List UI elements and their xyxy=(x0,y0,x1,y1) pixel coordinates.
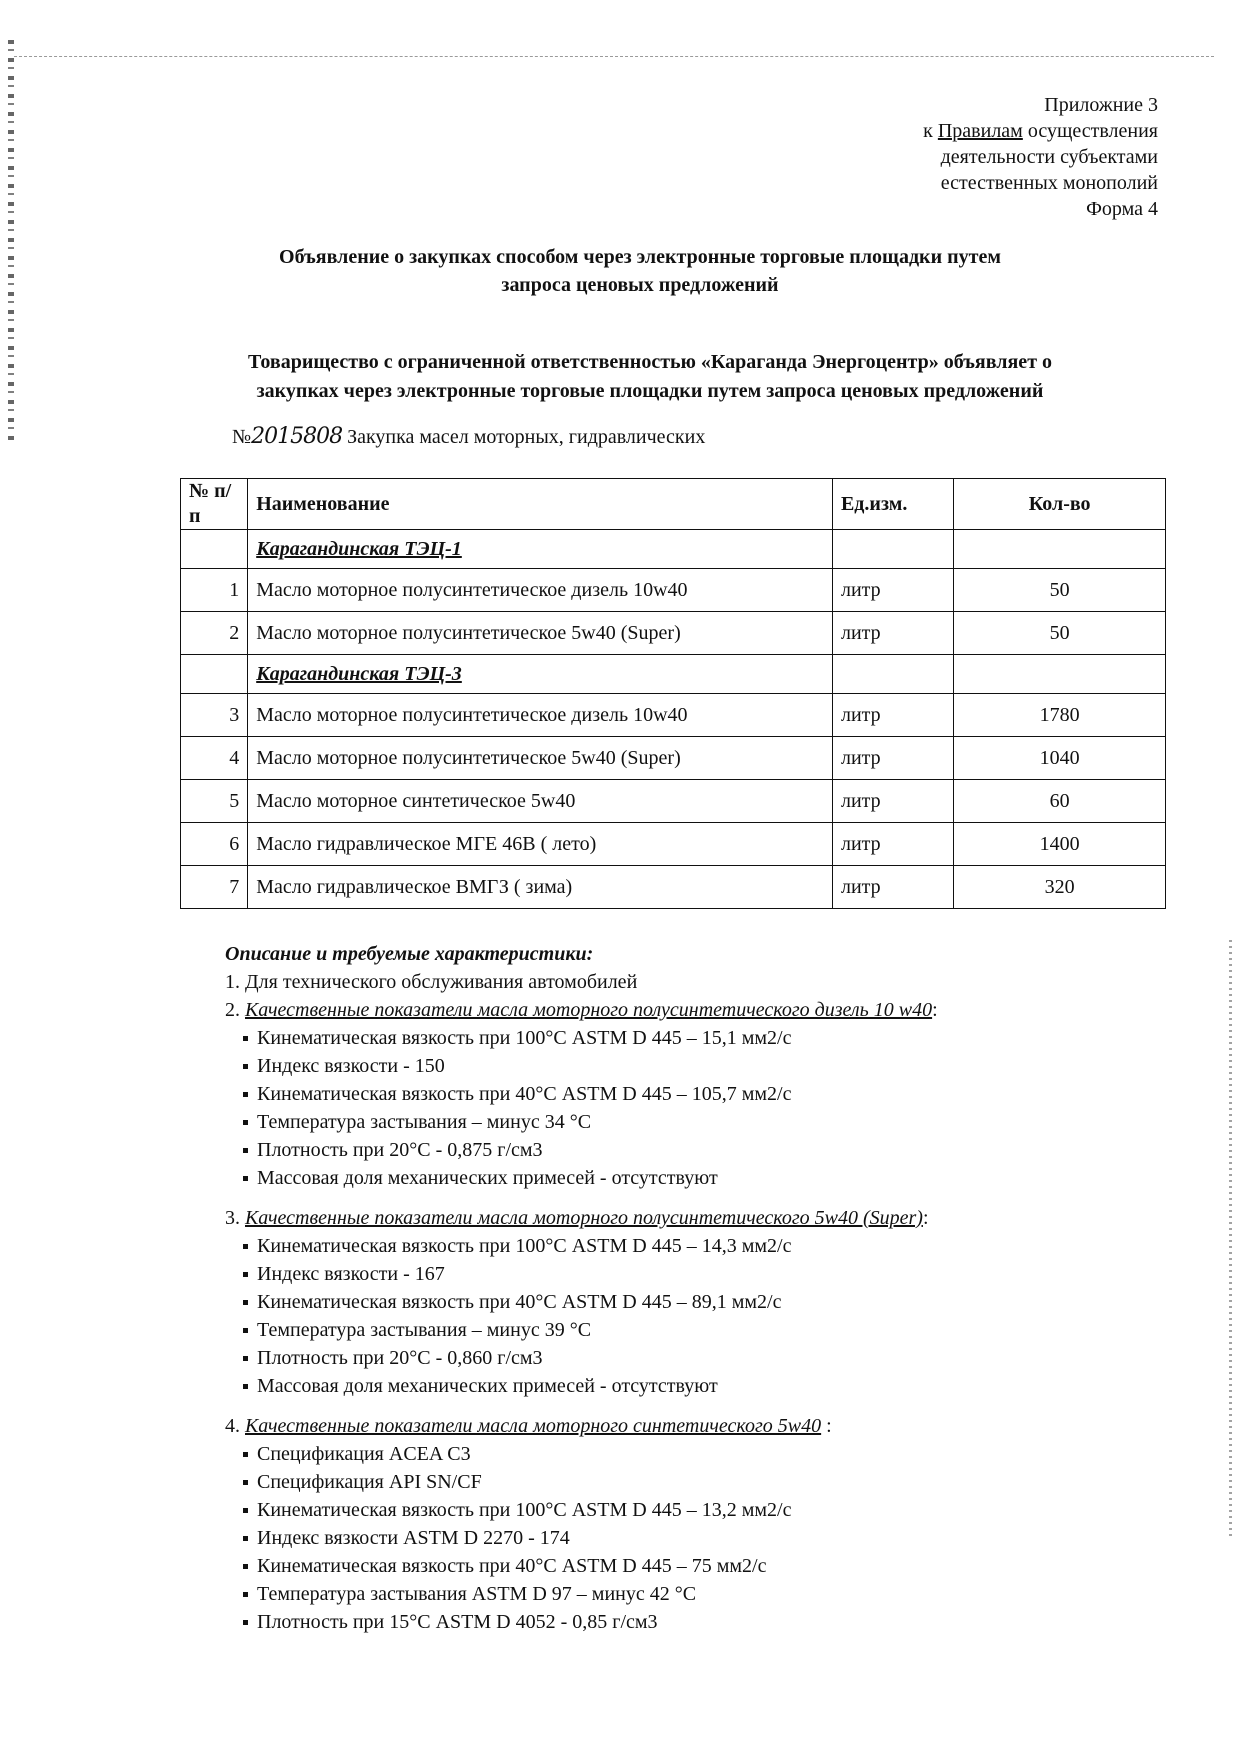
appendix-line-2-prefix: к xyxy=(923,120,938,142)
table-row xyxy=(181,612,1166,655)
group-empty-cell xyxy=(181,655,248,694)
announcement-line-1: Товарищество с ограниченной ответственностью «Караганда Энергоцентр» объявляет о xyxy=(247,351,1053,373)
description-section xyxy=(225,940,1165,1636)
list-item: Температура застывания – минус 34 °С xyxy=(243,1108,1165,1136)
row-name: Масло моторное полусинтетическое 5w40 (Super) xyxy=(248,737,833,780)
scan-edge-right xyxy=(1229,940,1232,1540)
section-2-heading xyxy=(225,996,1165,1024)
group-empty-cell xyxy=(832,655,953,694)
row-name: Масло моторное полусинтетическое дизель 10w40 xyxy=(248,569,833,612)
list-item: Плотность при 15°С ASTM D 4052 - 0,85 г/см3 xyxy=(243,1608,1165,1636)
section-2-suffix: : xyxy=(932,999,938,1021)
list-item: Плотность при 20°С - 0,875 г/см3 xyxy=(243,1136,1165,1164)
row-qty: 1040 xyxy=(954,737,1166,780)
items-table xyxy=(180,478,1166,909)
row-qty: 50 xyxy=(954,569,1166,612)
table-header-row xyxy=(181,479,1166,530)
organization-announcement xyxy=(150,348,1150,406)
list-item: Кинематическая вязкость при 40°С ASTM D 445 – 75 мм2/с xyxy=(243,1552,1165,1580)
section-3-prefix: 3. xyxy=(225,1207,245,1229)
row-qty: 50 xyxy=(954,612,1166,655)
group-empty-cell xyxy=(832,530,953,569)
section-3-title: Качественные показатели масла моторного полусинтетического 5w40 (Super) xyxy=(245,1207,923,1229)
row-name: Масло моторное полусинтетическое 5w40 (Super) xyxy=(248,612,833,655)
header-num: № п/п xyxy=(181,479,248,530)
list-item: Кинематическая вязкость при 40°С ASTM D 445 – 105,7 мм2/с xyxy=(243,1080,1165,1108)
appendix-note xyxy=(923,92,1158,222)
list-item: Температура застывания ASTM D 97 – минус 42 °С xyxy=(243,1580,1165,1608)
table-row xyxy=(181,737,1166,780)
row-num: 4 xyxy=(181,737,248,780)
header-name: Наименование xyxy=(248,479,833,530)
list-item: Массовая доля механических примесей - отсутствуют xyxy=(243,1164,1165,1192)
row-num: 2 xyxy=(181,612,248,655)
row-qty: 60 xyxy=(954,780,1166,823)
appendix-form: Форма 4 xyxy=(1086,198,1158,220)
row-qty: 1400 xyxy=(954,823,1166,866)
list-item: Кинематическая вязкость при 100°С ASTM D 445 – 14,3 мм2/с xyxy=(243,1232,1165,1260)
section-4-suffix: : xyxy=(821,1415,832,1437)
row-unit: литр xyxy=(832,694,953,737)
spacer xyxy=(225,1400,1165,1412)
scan-edge-top xyxy=(14,56,1214,57)
row-unit: литр xyxy=(832,612,953,655)
list-item: Кинематическая вязкость при 100°С ASTM D 445 – 13,2 мм2/с xyxy=(243,1496,1165,1524)
description-title: Описание и требуемые характеристики: xyxy=(225,943,594,965)
list-item: Кинематическая вязкость при 100°С ASTM D 445 – 15,1 мм2/с xyxy=(243,1024,1165,1052)
announcement-line-2: закупках через электронные торговые площадки путем запроса ценовых предложений xyxy=(256,380,1044,402)
appendix-line-2-suffix: осуществления xyxy=(1022,120,1158,142)
row-unit: литр xyxy=(832,737,953,780)
appendix-line-1: Приложние 3 xyxy=(1044,94,1158,116)
row-num: 6 xyxy=(181,823,248,866)
section-2-title: Качественные показатели масла моторного полусинтетического дизель 10 w40 xyxy=(245,999,933,1021)
group-row-tec3 xyxy=(181,655,1166,694)
description-item-1: 1. Для технического обслуживания автомобилей xyxy=(225,971,638,993)
section-2-list xyxy=(225,1024,1165,1192)
header-unit: Ед.изм. xyxy=(832,479,953,530)
document-title xyxy=(200,243,1080,299)
row-num: 1 xyxy=(181,569,248,612)
table-row xyxy=(181,780,1166,823)
appendix-line-2 xyxy=(923,118,1158,144)
list-item: Плотность при 20°С - 0,860 г/см3 xyxy=(243,1344,1165,1372)
row-unit: литр xyxy=(832,780,953,823)
table-row xyxy=(181,569,1166,612)
row-unit: литр xyxy=(832,823,953,866)
lot-line xyxy=(232,424,705,449)
lot-number-prefix: № xyxy=(232,426,252,448)
row-name: Масло моторное синтетическое 5w40 xyxy=(248,780,833,823)
row-name: Масло гидравлическое ВМГЗ ( зима) xyxy=(248,866,833,909)
section-3-suffix: : xyxy=(922,1207,929,1229)
list-item: Температура застывания – минус 39 °С xyxy=(243,1316,1165,1344)
lot-description: Закупка масел моторных, гидравлических xyxy=(342,426,706,448)
group-empty-cell xyxy=(181,530,248,569)
row-name: Масло моторное полусинтетическое дизель 10w40 xyxy=(248,694,833,737)
table-row xyxy=(181,866,1166,909)
section-4-heading xyxy=(225,1412,1165,1440)
section-4-prefix: 4. xyxy=(225,1415,245,1437)
list-item: Спецификация ACEA C3 xyxy=(243,1440,1165,1468)
section-4-title: Качественные показатели масла моторного синтетического 5w40 xyxy=(245,1415,822,1437)
table-row xyxy=(181,823,1166,866)
header-qty: Кол-во xyxy=(954,479,1166,530)
row-num: 5 xyxy=(181,780,248,823)
row-num: 7 xyxy=(181,866,248,909)
row-name: Масло гидравлическое МГЕ 46В ( лето) xyxy=(248,823,833,866)
section-2-prefix: 2. xyxy=(225,999,245,1021)
group-row-tec1 xyxy=(181,530,1166,569)
row-qty: 1780 xyxy=(954,694,1166,737)
row-unit: литр xyxy=(832,866,953,909)
list-item: Индекс вязкости ASTM D 2270 - 174 xyxy=(243,1524,1165,1552)
row-unit: литр xyxy=(832,569,953,612)
section-3-list xyxy=(225,1232,1165,1400)
appendix-line-4: естественных монополий xyxy=(940,172,1158,194)
group-name-tec3: Карагандинская ТЭЦ-3 xyxy=(248,655,833,694)
document-title-line-2: запроса ценовых предложений xyxy=(501,274,779,296)
rules-link[interactable]: Правилам xyxy=(937,120,1023,142)
lot-number-handwritten: 2015808 xyxy=(251,424,343,449)
group-empty-cell xyxy=(954,655,1166,694)
spacer xyxy=(225,1192,1165,1204)
group-empty-cell xyxy=(954,530,1166,569)
list-item: Спецификация API SN/CF xyxy=(243,1468,1165,1496)
list-item: Кинематическая вязкость при 40°С ASTM D 445 – 89,1 мм2/с xyxy=(243,1288,1165,1316)
list-item: Индекс вязкости - 167 xyxy=(243,1260,1165,1288)
document-title-line-1: Объявление о закупках способом через электронные торговые площадки путем xyxy=(279,246,1001,268)
table-row xyxy=(181,694,1166,737)
row-qty: 320 xyxy=(954,866,1166,909)
scan-edge-left xyxy=(8,40,14,440)
section-4-list xyxy=(225,1440,1165,1636)
appendix-line-3: деятельности субъектами xyxy=(940,146,1158,168)
group-name-tec1: Карагандинская ТЭЦ-1 xyxy=(248,530,833,569)
list-item: Массовая доля механических примесей - отсутствуют xyxy=(243,1372,1165,1400)
list-item: Индекс вязкости - 150 xyxy=(243,1052,1165,1080)
row-num: 3 xyxy=(181,694,248,737)
section-3-heading xyxy=(225,1204,1165,1232)
